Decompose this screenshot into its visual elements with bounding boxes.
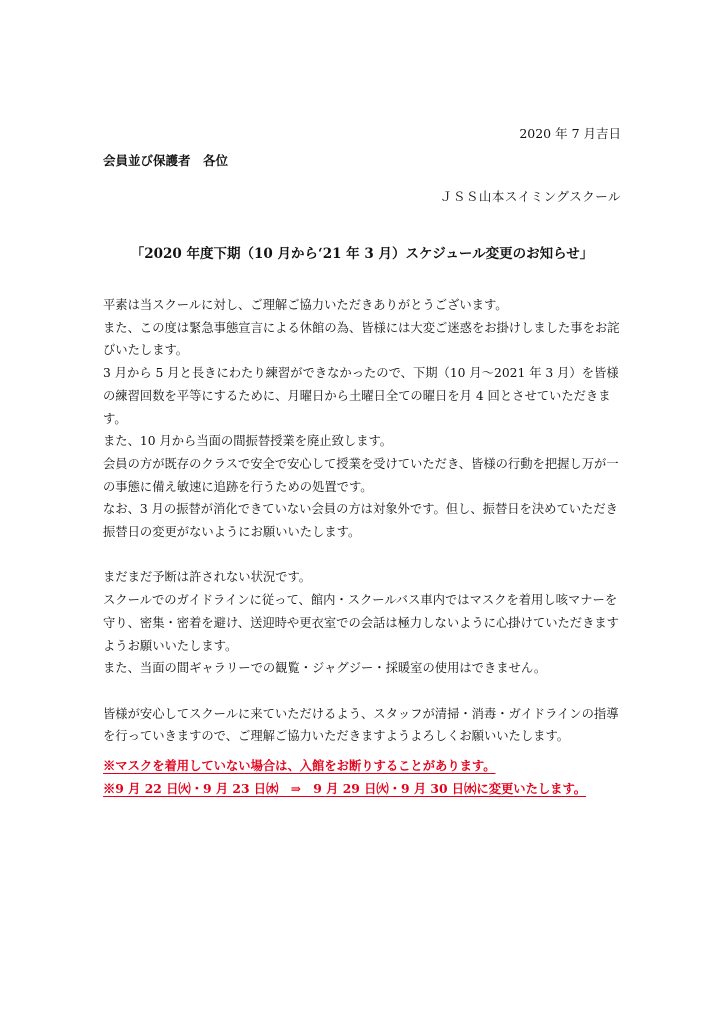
document-body: [103, 294, 623, 748]
body-paragraph: また、10 月から当面の間振替授業を廃止致します。: [103, 434, 393, 449]
body-paragraph: また、この度は緊急事態宣言による休館の為、皆様には大変ご迷惑をお掛けしました事をお詫びいたします。: [103, 320, 620, 358]
body-paragraph: 3 月から 5 月と長きにわたり練習ができなかったので、下期（10 月～2021 年 3 月）を皆様の練習回数を平等にするために、月曜日から土曜日全ての曜日を月 4 回とさせていただきます。: [103, 366, 619, 426]
sender-name: ＪＳＳ山本スイミングスクール: [439, 189, 621, 204]
body-paragraph: 平素は当スクールに対し、ご理解ご協力いただきありがとうございます。: [103, 298, 508, 312]
paragraph-spacer: [103, 680, 623, 703]
notice-block: [103, 755, 586, 800]
document-date: 2020 年 7 月吉日: [519, 126, 621, 141]
addressee: 会員並び保護者 各位: [103, 153, 229, 168]
body-paragraph: まだまだ予断は許されない状況です。: [103, 570, 312, 585]
document-title: 「2020 年度下期（10 月から‘21 年 3 月）スケジュール変更のお知らせ」: [130, 246, 594, 262]
date-change-notice: ※9 月 22 日㈫・9 月 23 日㈬ ⇒ 9 月 29 日㈫・9 月 30 日㈬に変更いたします。: [103, 780, 587, 796]
paragraph-spacer: [103, 544, 623, 567]
body-paragraph: なお、3 月の振替が消化できていない会員の方は対象外です。但し、振替日を決めていただき振替日の変更がないようにお願いいたします。: [103, 502, 618, 540]
body-paragraph: また、当面の間ギャラリーでの観覧・ジャグジー・採暖室の使用はできません。: [103, 661, 547, 676]
body-paragraph: 会員の方が既存のクラスで安全で安心して授業を受けていただき、皆様の行動を把握し万が一の事態に備え敏速に追跡を行うための処置です。: [103, 456, 619, 494]
mask-notice: ※マスクを着用していない場合は、入館をお断りすることがあります。: [103, 758, 496, 773]
body-paragraph: 皆様が安心してスクールに来ていただけるよう、スタッフが清掃・消毒・ガイドラインの指導を行っていきますので、ご理解ご協力いただきますようよろしくお願いいたします。: [103, 706, 619, 744]
notice-line: [103, 755, 586, 778]
notice-line: [103, 778, 586, 801]
body-paragraph: スクールでのガイドラインに従って、館内・スクールバス車内ではマスクを着用し咳マナーを守り、密集・密着を避け、送迎時や更衣室での会話は極力しないように心掛けていただきますようお願いいたします。: [103, 593, 619, 653]
